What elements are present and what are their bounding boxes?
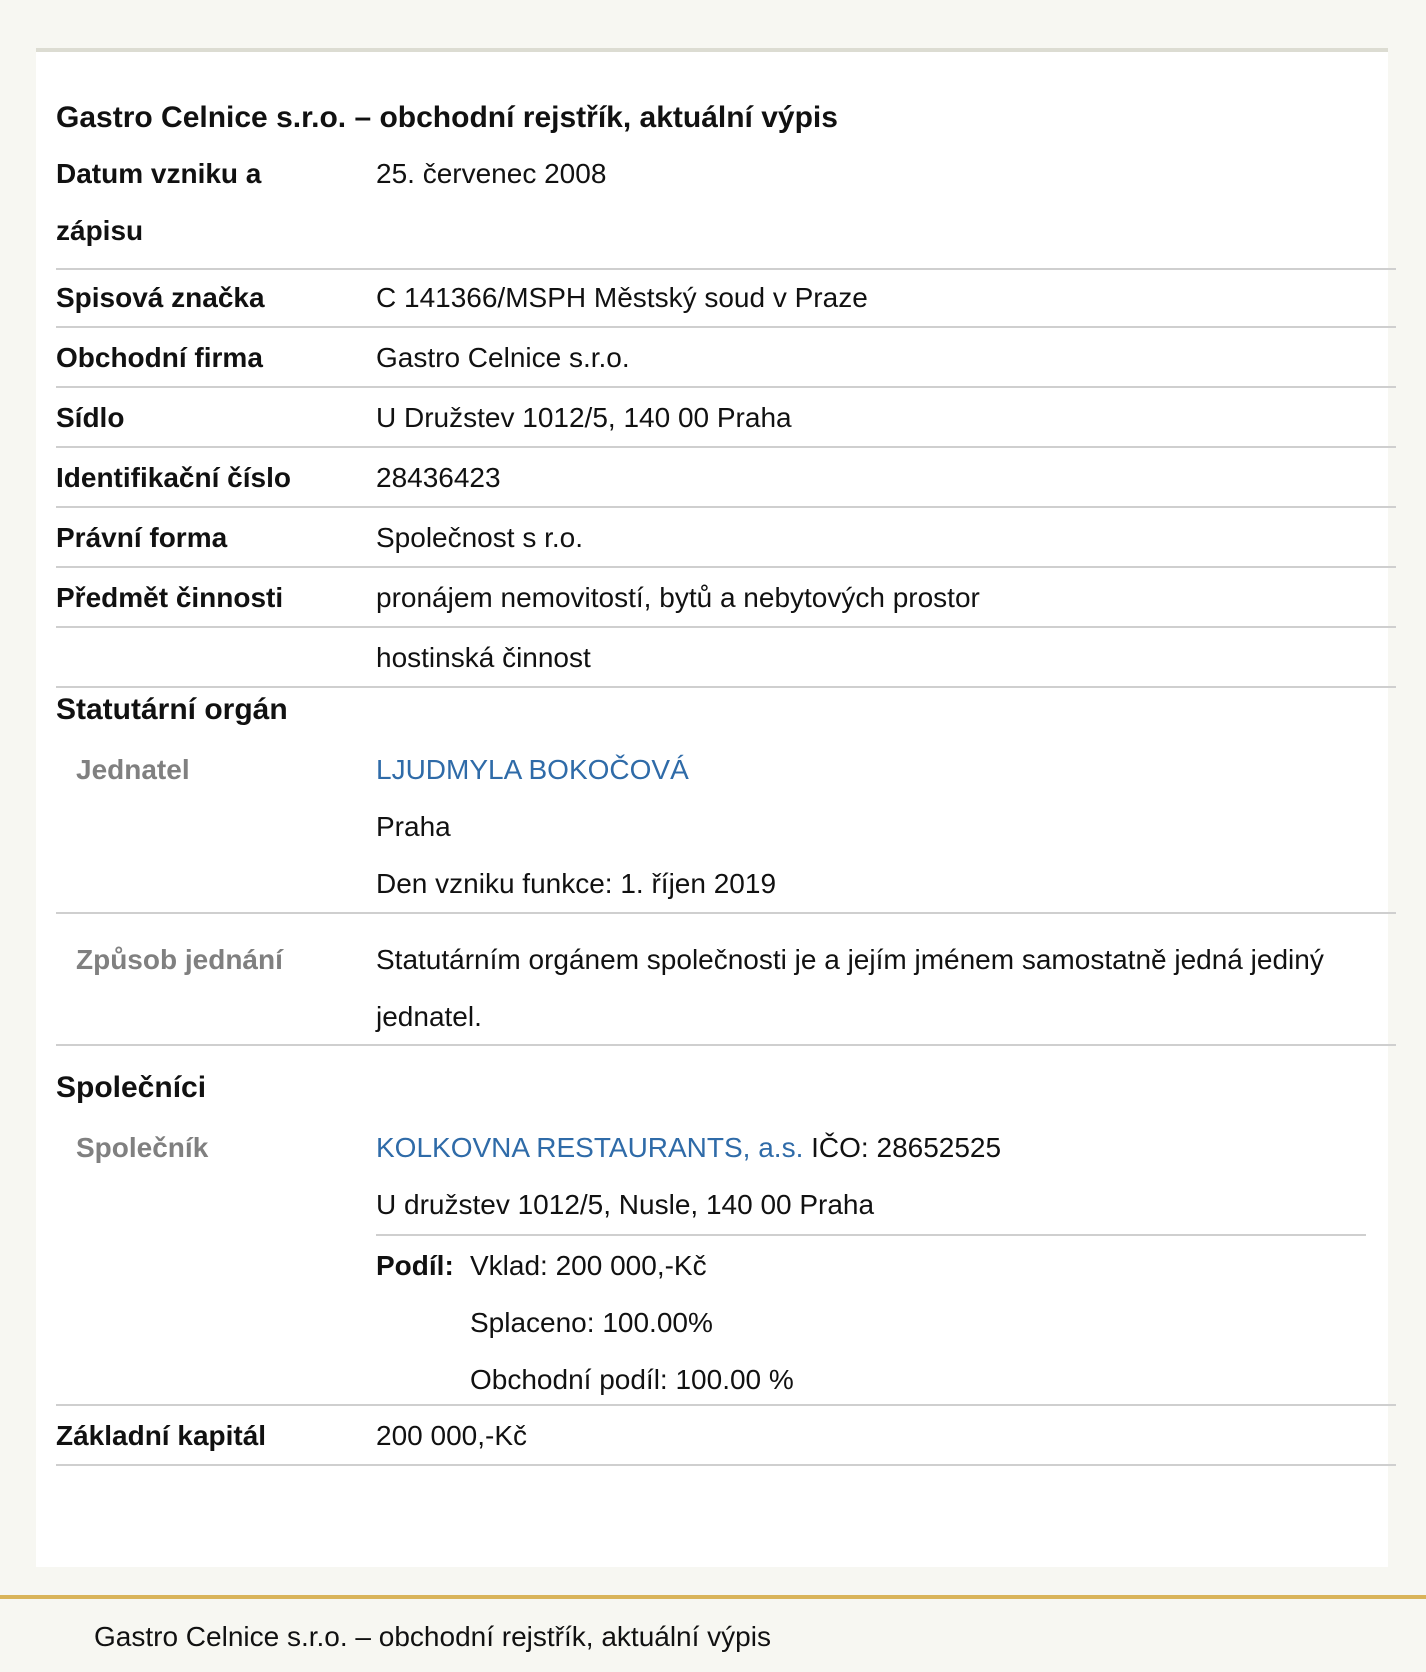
label-predmet-cinnosti: Předmět činnosti	[56, 582, 284, 613]
value-predmet-cinnosti-2: hostinská činnost	[376, 642, 591, 673]
label-obchodni-firma: Obchodní firma	[56, 342, 263, 373]
value-datum-vzniku: 25. červenec 2008	[376, 158, 607, 189]
value-pravni-forma: Společnost s r.o.	[376, 522, 584, 553]
row-obchodni-firma	[56, 328, 1396, 388]
link-spolecnik-name[interactable]: KOLKOVNA RESTAURANTS, a.s.	[376, 1132, 804, 1163]
row-spisova-znacka	[56, 268, 1396, 328]
value-jednatel-city: Praha	[376, 811, 451, 842]
value-vklad: Vklad: 200 000,-Kč	[470, 1250, 707, 1281]
register-card	[36, 48, 1388, 1567]
value-spolecnik-ico: IČO: 28652525	[811, 1132, 1002, 1163]
row-spolecnik	[56, 1118, 1396, 1406]
value-jednatel-since: Den vzniku funkce: 1. říjen 2019	[376, 868, 777, 899]
value-spolecnik-address: U družstev 1012/5, Nusle, 140 00 Praha	[376, 1189, 875, 1220]
row-datum-vzniku	[56, 144, 1396, 270]
row-sidlo	[56, 388, 1396, 448]
value-zpusob-jednani-line1: Statutárním orgánem společnosti je a jejím jménem samostatně jedná jediný	[376, 944, 1324, 975]
section-statutarni-organ: Statutární orgán	[56, 693, 288, 726]
link-jednatel-name[interactable]: LJUDMYLA BOKOČOVÁ	[376, 754, 689, 785]
value-spisova-znacka: C 141366/MSPH Městský soud v Praze	[376, 282, 868, 313]
row-jednatel	[56, 740, 1396, 914]
row-predmet-cinnosti-2	[56, 628, 1396, 688]
value-identifikacni-cislo: 28436423	[376, 462, 501, 493]
label-zpusob-jednani: Způsob jednání	[76, 944, 283, 975]
row-zpusob-jednani	[56, 930, 1396, 1046]
value-zakladni-kapital: 200 000,-Kč	[376, 1420, 527, 1451]
label-podil: Podíl:	[376, 1250, 454, 1281]
row-identifikacni-cislo	[56, 448, 1396, 508]
label-spolecnik: Společník	[76, 1132, 209, 1163]
section-spolecnici: Společníci	[56, 1071, 207, 1104]
page-title: Gastro Celnice s.r.o. – obchodní rejstřík, aktuální výpis	[56, 101, 838, 134]
value-spolecnik-line	[376, 1118, 1001, 1178]
page-footer	[0, 1595, 1426, 1672]
label-zakladni-kapital: Základní kapitál	[56, 1420, 267, 1451]
value-predmet-cinnosti-1: pronájem nemovitostí, bytů a nebytových prostor	[376, 582, 980, 613]
label-datum-vzniku-line2: zápisu	[56, 215, 144, 246]
label-sidlo: Sídlo	[56, 402, 125, 433]
value-obchodni-podil: Obchodní podíl: 100.00 %	[470, 1364, 794, 1395]
row-zakladni-kapital	[56, 1406, 1396, 1466]
row-predmet-cinnosti-1	[56, 568, 1396, 628]
label-pravni-forma: Právní forma	[56, 522, 228, 553]
label-identifikacni-cislo: Identifikační číslo	[56, 462, 291, 493]
row-pravni-forma	[56, 508, 1396, 568]
value-sidlo: U Družstev 1012/5, 140 00 Praha	[376, 402, 792, 433]
value-obchodni-firma: Gastro Celnice s.r.o.	[376, 342, 630, 373]
label-spisova-znacka: Spisová značka	[56, 282, 265, 313]
footer-title: Gastro Celnice s.r.o. – obchodní rejstřík, aktuální výpis	[94, 1621, 771, 1652]
label-datum-vzniku-line1: Datum vzniku a	[56, 158, 262, 189]
value-zpusob-jednani-line2: jednatel.	[376, 1001, 482, 1032]
value-splaceno: Splaceno: 100.00%	[470, 1307, 713, 1338]
label-jednatel: Jednatel	[76, 754, 190, 785]
